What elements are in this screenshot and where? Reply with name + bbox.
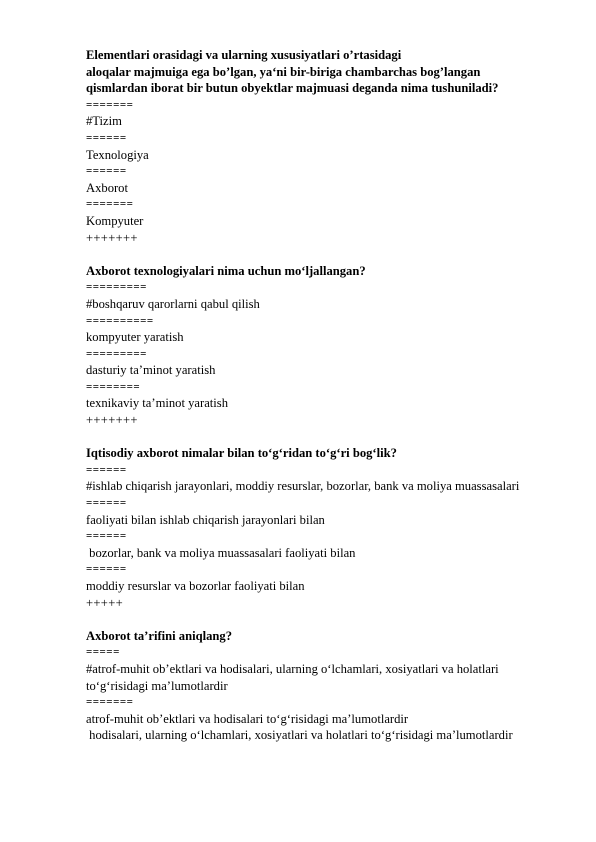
- question-block: [86, 47, 556, 246]
- answer-option: faoliyati bilan ishlab chiqarish jarayonlari bilan: [86, 512, 325, 527]
- answer-option: #atrof-muhit ob’ektlari va hodisalari, ularning o‘lchamlari, xosiyatlari va holatlari to‘g‘risidagi ma’lumotlardir: [86, 661, 499, 693]
- answer-option: Texnologiya: [86, 147, 149, 162]
- separator: =========: [86, 347, 147, 360]
- end-marker: +++++++: [86, 413, 138, 428]
- separator: =========: [86, 281, 147, 294]
- answer-option: atrof-muhit ob’ektlari va hodisalari to‘g‘risidagi ma’lumotlardir: [86, 711, 409, 726]
- answer-option: Axborot: [86, 180, 128, 195]
- separator: =======: [86, 696, 134, 709]
- answer-option: Kompyuter: [86, 213, 144, 228]
- answer-option: texnikaviy ta’minot yaratish: [86, 396, 228, 411]
- question-line: Elementlari orasidagi va ularning xususiyatlari o’rtasidagi: [86, 48, 402, 62]
- answer-option: #Tizim: [86, 114, 122, 129]
- end-marker: +++++: [86, 595, 124, 610]
- separator: =====: [86, 646, 120, 659]
- answer-option: #ishlab chiqarish jarayonlari, moddiy resurslar, bozorlar, bank va moliya muassasalari: [86, 479, 520, 494]
- question-line: Axborot texnologiyalari nima uchun mo‘ljallangan?: [86, 263, 366, 278]
- answer-option: hodisalari, ularning o‘lchamlari, xosiyatlari va holatlari to‘g‘risidagi ma’lumotlardir: [86, 728, 513, 743]
- spacer: [86, 246, 556, 263]
- separator: ======: [86, 165, 127, 178]
- question-line: qismlardan iborat bir butun obyektlar majmuasi deganda nima tushuniladi?: [86, 81, 499, 96]
- spacer: [86, 611, 556, 628]
- separator: ======: [86, 131, 127, 144]
- separator: =======: [86, 198, 134, 211]
- separator: ======: [86, 463, 127, 476]
- separator: ==========: [86, 314, 154, 327]
- question-line: Iqtisodiy axborot nimalar bilan to‘g‘ridan to‘g‘ri bog‘lik?: [86, 446, 397, 461]
- question-line: Axborot ta’rifini aniqlang?: [86, 628, 233, 643]
- separator: ======: [86, 563, 127, 576]
- question-block: [86, 628, 556, 744]
- separator: ======: [86, 497, 127, 510]
- answer-option: kompyuter yaratish: [86, 330, 184, 345]
- document-page: [86, 47, 556, 744]
- spacer: [86, 429, 556, 446]
- separator: ========: [86, 380, 141, 393]
- question-block: [86, 445, 556, 611]
- answer-option: #boshqaruv qarorlarni qabul qilish: [86, 296, 260, 311]
- answer-option: moddiy resurslar va bozorlar faoliyati bilan: [86, 579, 305, 593]
- question-line: aloqalar majmuiga ega bo’lgan, ya‘ni bir-biriga chambarchas bog’langan: [86, 64, 481, 79]
- separator: =======: [86, 98, 134, 111]
- answer-option: bozorlar, bank va moliya muassasalari faoliyati bilan: [86, 545, 356, 560]
- separator: ======: [86, 530, 127, 543]
- end-marker: +++++++: [86, 230, 138, 245]
- question-block: [86, 263, 556, 429]
- answer-option: dasturiy ta’minot yaratish: [86, 363, 216, 378]
